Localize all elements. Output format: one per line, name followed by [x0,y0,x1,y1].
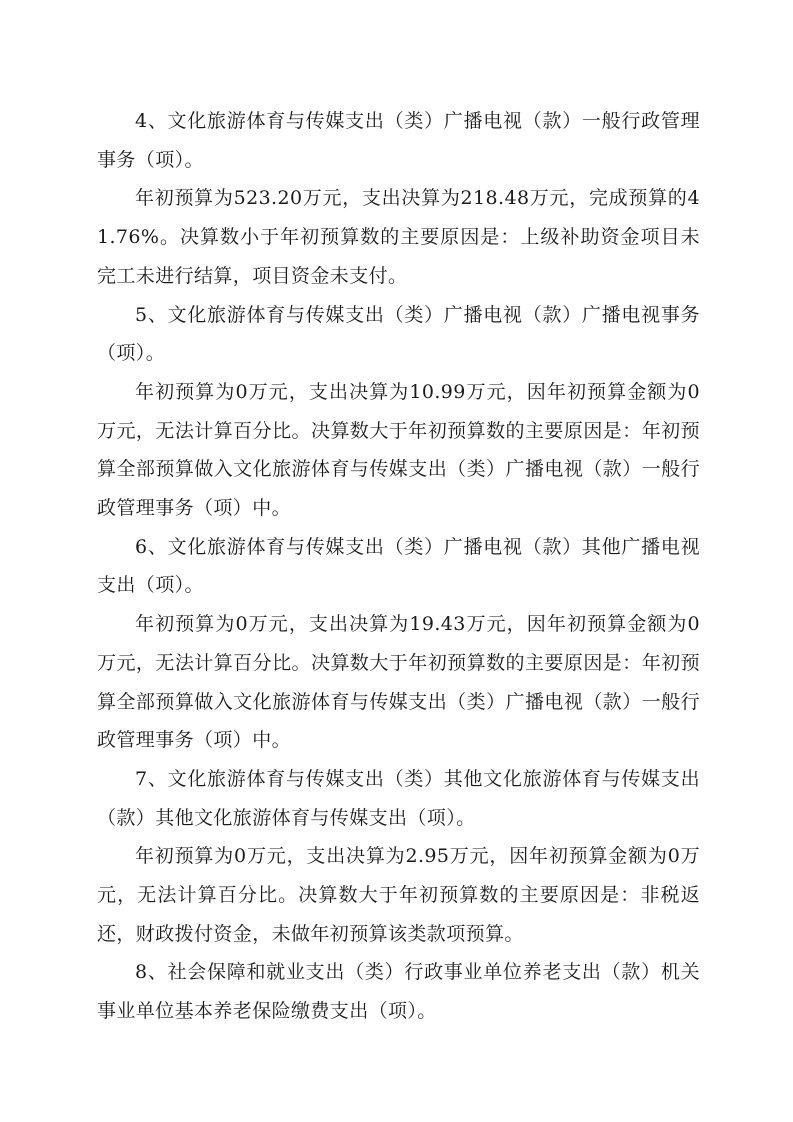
heading-item-6: 6、文化旅游体育与传媒支出（类）广播电视（款）其他广播电视支出（项）。 [97,535,700,597]
paragraph-item-6-detail: 年初预算为0万元，支出决算为19.43万元，因年初预算金额为0万元，无法计算百分比。决算数大于年初预算数的主要原因是：年初预算全部预算做入文化旅游体育与传媒支出（类）广播电视（款）一般行政管理事务（项）中。 [97,613,700,752]
heading-item-8: 8、社会保障和就业支出（类）行政事业单位养老支出（款）机关事业单位基本养老保险缴费支出（项）。 [97,961,700,1023]
heading-item-5: 5、文化旅游体育与传媒支出（类）广播电视（款）广播电视事务（项）。 [97,303,700,365]
paragraph-item-4-detail: 年初预算为523.20万元，支出决算为218.48万元，完成预算的41.76%。决算数小于年初预算数的主要原因是：上级补助资金项目未完工未进行结算，项目资金未支付。 [97,187,700,287]
paragraph-item-5-detail: 年初预算为0万元，支出决算为10.99万元，因年初预算金额为0万元，无法计算百分比。决算数大于年初预算数的主要原因是：年初预算全部预算做入文化旅游体育与传媒支出（类）广播电视（款）一般行政管理事务（项）中。 [97,380,700,520]
heading-item-7: 7、文化旅游体育与传媒支出（类）其他文化旅游体育与传媒支出（款）其他文化旅游体育与传媒支出（项）。 [97,767,700,829]
heading-item-4: 4、文化旅游体育与传媒支出（类）广播电视（款）一般行政管理事务（项）。 [97,110,700,171]
paragraph-item-7-detail: 年初预算为0万元，支出决算为2.95万元，因年初预算金额为0万元，无法计算百分比。决算数大于年初预算数的主要原因是：非税返还，财政拨付资金，未做年初预算该类款项预算。 [97,845,700,945]
document-page [97,102,700,1031]
